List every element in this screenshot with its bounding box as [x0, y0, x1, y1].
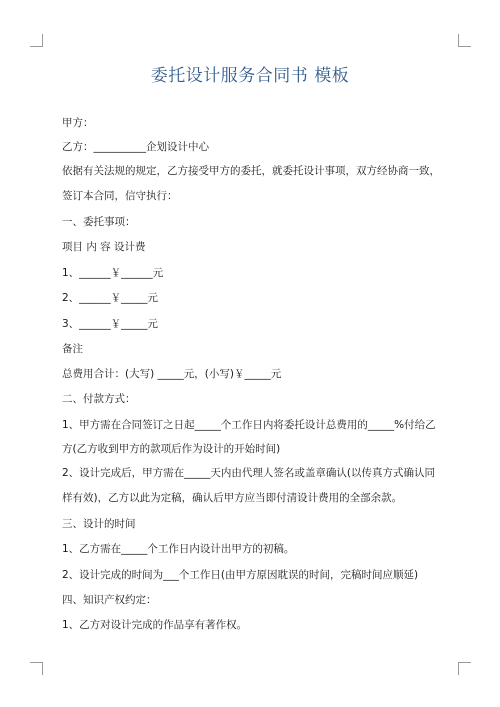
section-heading-3: 三、设计的时间: [62, 518, 136, 530]
intro-paragraph-line-1: 依据有关法规的规定，乙方接受甲方的委托，就委托设计事项，双方经协商一致，: [62, 165, 440, 177]
crop-mark-top-left: [30, 34, 43, 47]
total-fee-line: 总费用合计：(大写) _____元，(小写)￥_____元: [62, 368, 282, 380]
item-row-3: 3、______￥_____元: [62, 318, 158, 330]
crop-mark-top-right: [458, 34, 471, 47]
item-header: 项目 内 容 设计费: [62, 241, 146, 253]
crop-mark-bottom-left: [30, 662, 43, 675]
party-a-line: 甲方：: [62, 117, 94, 129]
time-clause-1: 1、乙方需在_____个工作日内设计出甲方的初稿。: [62, 543, 295, 555]
section-heading-1: 一、委托事项：: [62, 216, 136, 228]
intro-paragraph-line-2: 签订本合同，信守执行：: [62, 190, 178, 202]
payment-clause-2-line-1: 2、设计完成后，甲方需在_____天内由代理人签名或盖章确认(以传真方式确认同: [62, 467, 436, 479]
item-row-1: 1、______￥______元: [62, 267, 164, 279]
crop-mark-bottom-right: [458, 662, 471, 675]
section-heading-4: 四、知识产权约定：: [62, 594, 157, 606]
party-b-line: 乙方：__________企划设计中心: [62, 141, 209, 153]
payment-clause-1-line-2: 方(乙方收到甲方的款项后作为设计的开始时间): [62, 443, 281, 455]
item-row-2: 2、______￥_____元: [62, 292, 158, 304]
time-clause-2: 2、设计完成的时间为___个工作日(由甲方原因耽误的时间，完稿时间应顺延): [62, 569, 419, 581]
payment-clause-2-line-2: 样有效)，乙方以此为定稿，确认后甲方应当即付清设计费用的全部余款。: [62, 492, 403, 504]
document-title: 委托设计服务合同书 模板: [150, 66, 350, 86]
remarks-label: 备注: [62, 343, 83, 355]
ip-clause-1: 1、乙方对设计完成的作品享有著作权。: [62, 619, 248, 631]
payment-clause-1-line-1: 1、甲方需在合同签订之日起_____个工作日内将委托设计总费用的_____%付给乙: [62, 419, 436, 431]
section-heading-2: 二、付款方式：: [62, 393, 136, 405]
